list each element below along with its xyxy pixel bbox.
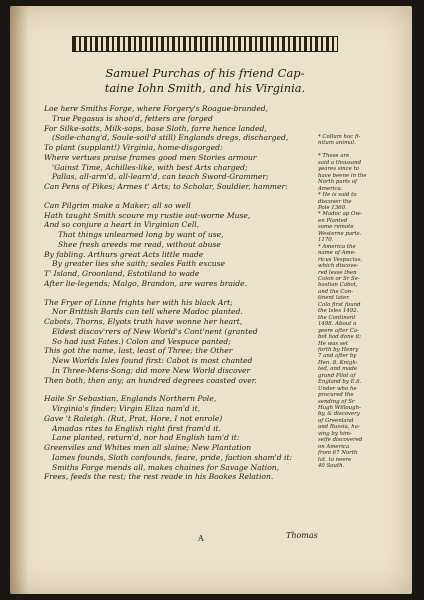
margin-note-line: Colo first found	[318, 301, 361, 308]
margin-note-line: which discove-	[318, 263, 359, 270]
margin-note-line: have beene in the	[318, 172, 367, 179]
catchword: Thomas	[286, 531, 318, 540]
margin-notes	[318, 134, 392, 470]
margin-note-line: Hen. 8. Knigh-	[318, 359, 358, 366]
margin-note-line: said a thousand	[318, 159, 362, 166]
margin-note-line: Colon or Sr Se-	[318, 275, 360, 282]
margin-note-line: tinent later.	[318, 295, 350, 302]
margin-note-line: sending of Sr	[318, 398, 355, 405]
margin-note-line: procured the	[318, 392, 354, 399]
margin-note-line: of Greenland	[318, 417, 354, 424]
margin-note-line: from 67 North	[318, 450, 358, 457]
poem-line: Can Pilgrim make a Maker; all so well	[44, 200, 191, 210]
poem-line: The Fryer of Linne frights her with his black Art;	[44, 297, 233, 307]
margin-note-line: Under who he	[318, 385, 357, 392]
margin-note-line: North parts of	[318, 179, 358, 186]
margin-note-line: lat. to neere	[318, 456, 352, 463]
margin-note-line: forth by Henry	[318, 346, 359, 353]
margin-note-line: America.	[318, 185, 343, 192]
poem-line: And so conjure a heart in Virginian Cell,	[44, 220, 200, 230]
margin-note-line: discover the	[318, 198, 352, 205]
margin-note-line: England by E.6.	[318, 379, 362, 386]
margin-note-line: Westerne parts.	[318, 230, 362, 237]
margin-note-line: red lesse then	[318, 269, 357, 276]
margin-note-line: * Madoc ap Ow-	[318, 211, 362, 218]
poem-line: New Worlds Isles found first: Cabot is most chanted	[52, 356, 253, 365]
poem-line: Gave 't Raleigh. (Rut, Prat, Hore, I not enrole)	[44, 413, 223, 423]
margin-note-line: 7 and after by	[318, 353, 357, 360]
margin-note-line: bastian Cabot,	[318, 282, 358, 289]
margin-note-line: selfe discovered	[318, 437, 363, 444]
margin-note-line: en Planted	[318, 217, 348, 224]
page-title-line-2: taine Iohn Smith, and his Virginia.	[104, 81, 306, 95]
stanza-gap	[44, 192, 312, 201]
poem-line: To plant (supplant!) Virginia, home-disgorged:	[44, 143, 223, 152]
margin-note-line: and Russia, ha-	[318, 424, 360, 431]
stanza-gap	[44, 289, 312, 298]
margin-note-line: He was set	[318, 340, 349, 347]
poem-line: 'Gainst Time, Achilles-like, with best Arts charged;	[52, 162, 248, 172]
poem-line: Virginia's finder; Virgin Eliza nam'd it,	[52, 404, 201, 413]
poem-line: Shee fresh areeds me read, without abuse	[58, 239, 221, 249]
margin-note-line: by, & discovery	[318, 411, 360, 418]
poem-line: That things unlearned long by want of use,	[58, 230, 224, 239]
page-title-line-1: Samuel Purchas of his friend Cap-	[105, 66, 305, 80]
poem-line: Hath taught Smith scoure my rustie out-worne Muse,	[44, 210, 251, 220]
poem-body	[44, 104, 312, 482]
poem-line: Smiths Forge mends all, makes chaines for Savage Nation,	[52, 462, 280, 472]
poem-line: Iames founds, Sloth confounds, feare, pride, faction sham'd it:	[52, 452, 293, 462]
poem-line: This got the name, last, least of Three; the Other	[44, 346, 233, 356]
poem-line: So had iust Fates.) Colon and Vespuce panted;	[52, 336, 231, 346]
poem-line: Amadas rites to English right first fram'd it.	[52, 423, 221, 433]
poem-line: Loe here Smiths Forge, where Forgery's Roague-branded,	[44, 104, 269, 113]
poem-line: Can Pens of Pikes; Armes t' Arts; to Scholar, Souldier, hammer:	[44, 182, 288, 191]
margin-note-line: yeares since to	[318, 166, 359, 173]
poem-line: In Three-Mens-Song; did more New World discover	[52, 365, 251, 375]
poem-line: True Pegasus is shoo'd, fetters are forged	[52, 113, 213, 123]
poem-line: Haile Sr Sebastian, Englands Northern Pole,	[44, 394, 217, 404]
margin-note-line: ving by him-	[318, 430, 352, 437]
poem-line: By greater lies she saith; seales Faith excuse	[52, 259, 226, 269]
poem-line: For Silke-sotts, Milk-sops, base Sloth, farre hence landed,	[44, 123, 267, 133]
margin-note-line: * Collum hoc fi-	[318, 134, 361, 140]
poem-line: By fabling. Arthurs great Acts little made	[44, 249, 204, 259]
margin-note-line: ricus Vespucius,	[318, 256, 363, 263]
header-ornament	[72, 36, 338, 52]
margin-note-line: bot had done it;	[318, 334, 362, 341]
poem-line: Greenviles and Whites men all slaine; New Plantation	[44, 443, 252, 452]
poem-line: Pallas, all-arm'd, all-learn'd, can teach Sword-Grammer;	[52, 172, 269, 182]
margin-note-line: 1498. About a	[318, 321, 357, 328]
margin-note-line: ted, and made	[318, 366, 358, 373]
poem-line: Cabots, Thorns, Elyots truth have wonne her heart,	[44, 317, 243, 326]
stanza-gap	[44, 385, 312, 394]
poem-line: Eldest discov'rers of New World's Cont'nent (granted	[52, 326, 258, 336]
poem-line: T' Island, Groonland, Estotiland to wade	[44, 269, 200, 278]
signature-mark: A	[198, 534, 204, 543]
margin-note-line: * America the	[318, 243, 356, 250]
margin-note-line: grand Pilot of	[318, 372, 356, 379]
poem-line: Frees, feeds the rest; the rest reade in his Bookes Relation.	[44, 472, 274, 482]
poem-line: Nor Brittish Bards can tell where Madoc planted.	[52, 307, 243, 317]
page-gutter-shadow	[10, 6, 28, 594]
margin-note-line: the Continent	[318, 314, 356, 321]
margin-note-line: on America	[318, 443, 350, 450]
margin-note-line: yeere after Ca-	[318, 327, 359, 334]
poem-line: Lane planted, return'd, nor had English tam'd it:	[52, 433, 240, 443]
margin-note-line: Hugh Willough-	[318, 405, 361, 412]
margin-note-line: 1170.	[318, 237, 334, 244]
margin-note-line: some remote	[318, 224, 354, 231]
poem-line: Where vertues praise frames good men Stories armour	[44, 152, 257, 162]
margin-note-line: nitum animal.	[318, 140, 356, 147]
margin-note-line: the Isles 1492.	[318, 308, 359, 315]
margin-note-line: * These are	[318, 153, 350, 160]
margin-note-line: and the Con-	[318, 288, 354, 295]
margin-note-line: 40 South.	[318, 463, 345, 470]
margin-note-line: name of Ame-	[318, 250, 356, 257]
poem-line: (Soile-chang'd, Soule-soil'd still) Englands dregs, discharged,	[52, 133, 289, 143]
poem-line: Then both, then any; an hundred degrees coasted over.	[44, 375, 257, 385]
margin-note-line: Pole 1360.	[318, 204, 347, 211]
poem-line: After lie-legends; Malgo, Brandon, are wares braide.	[44, 278, 248, 288]
margin-note-line: * He is said to	[318, 192, 357, 199]
